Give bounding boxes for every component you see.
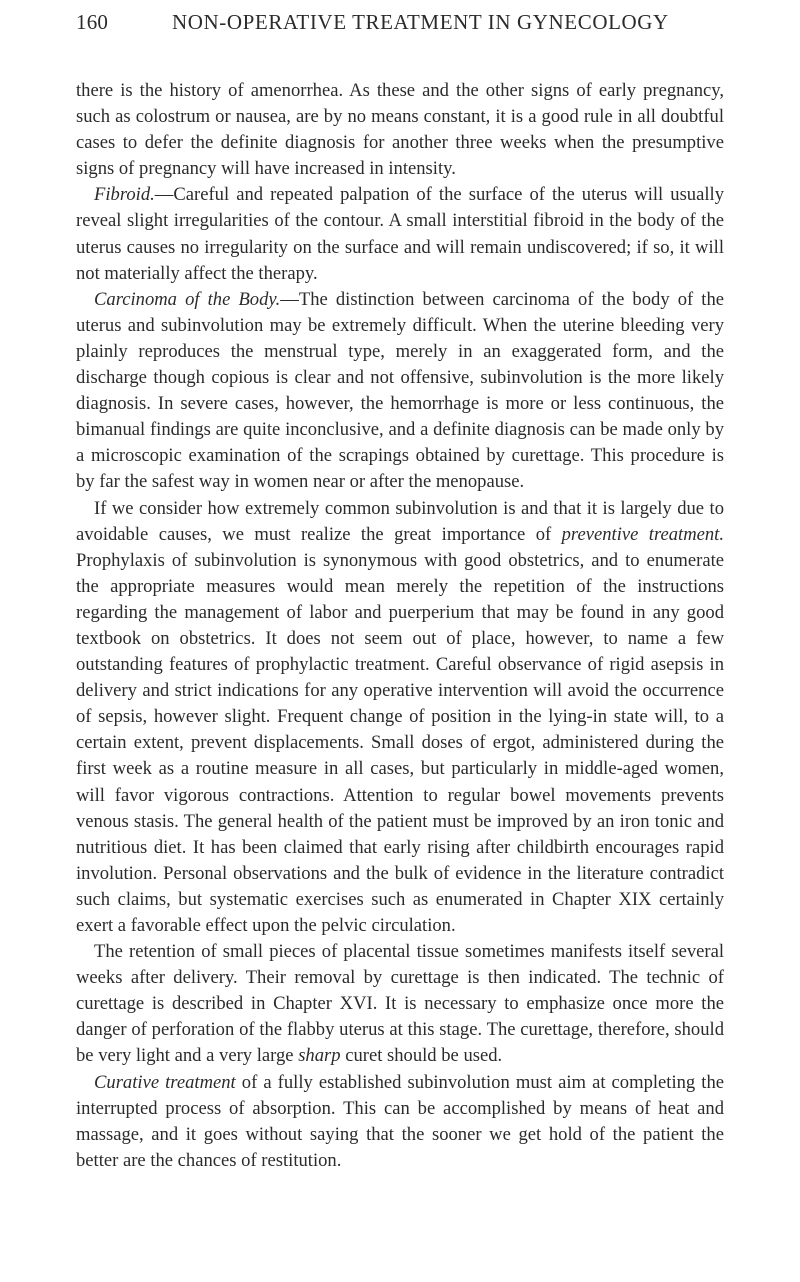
page-number: 160 — [76, 10, 109, 34]
paragraph-fibroid — [76, 182, 724, 286]
page-header — [76, 10, 726, 44]
section-heading-carcinoma: Carcinoma of the Body. — [94, 288, 281, 310]
paragraph-text: Prophylaxis of subinvolution is synonymous with good obstetrics, and to enumerate the appropriate measures would mean merely the repetition of the instructions regarding the management of labor and puerperium that may be found in any good textbook on obstetrics. It does not seem out of place, however, to name a few outstanding features of prophylactic treatment. Careful observance of rigid asepsis in delivery and strict indications for any operative intervention will avoid the occurrence of sepsis, however slight. Frequent change of position in the lying-in state will, to a certain extent, prevent displacements. Small doses of ergot, administered during the first week as a routine measure in all cases, but particularly in middle-aged women, will favor vigorous contractions. Attention to regular bowel movements prevents venous stasis. The general health of the patient must be improved by an iron tonic and nutritious diet. It has been claimed that early rising after childbirth encourages rapid involution. Personal observations and the bulk of evidence in the literature contradict such claims, but systematic exercises such as enumerated in Chapter XIX certainly exert a favorable effect upon the pelvic circulation. — [76, 549, 724, 936]
paragraph-text: —Careful and repeated palpation of the surface of the uterus will usually reveal slight irregularities of the contour. A small interstitial fibroid in the body of the uterus causes no irregularity on the surface and will remain undiscovered; if so, it will not materially affect the therapy. — [76, 184, 724, 284]
paragraph-text: —The distinction between carcinoma of the body of the uterus and subinvolution may be extremely difficult. When the uterine bleeding very plainly reproduces the menstrual type, merely in an exaggerated form, and the discharge though copious is clear and not offensive, subinvolution is the more likely diagnosis. In severe cases, however, the hemorrhage is more or less continuous, the bimanual findings are quite inconclusive, and a definite diagnosis can be made only by a microscopic examination of the scrapings obtained by curettage. This procedure is by far the safest way in women near or after the menopause. — [76, 288, 725, 493]
emphasis-preventive-treatment: preventive treatment. — [561, 523, 724, 545]
section-heading-fibroid: Fibroid. — [94, 184, 155, 206]
page-body — [76, 78, 724, 1174]
paragraph-text: curet should be used. — [340, 1045, 503, 1067]
section-heading-curative: Curative treatment — [94, 1071, 236, 1093]
paragraph-curative — [76, 1070, 724, 1174]
paragraph-retention — [76, 939, 724, 1069]
running-head: NON-OPERATIVE TREATMENT IN GYNECOLOGY — [172, 10, 669, 34]
paragraph-text: The retention of small pieces of placental tissue sometimes manifests itself several weeks after delivery. Their removal by curettage is then indicated. The technic of curettage is described in Chapter XVI. It is necessary to emphasize once more the danger of perforation of the flabby uterus at this stage. The curettage, therefore, should be very light and a very large — [76, 941, 724, 1067]
paragraph-text: of a fully established subinvolution must aim at completing the interrupted process of absorption. This can be accomplished by means of heat and massage, and it goes without saying that the sooner we get hold of the patient the better are the chances of restitution. — [76, 1071, 724, 1171]
paragraph-text: If we consider how extremely common subinvolution is and that it is largely due to avoidable causes, we must realize the great importance of — [76, 497, 724, 545]
paragraph-carcinoma — [76, 287, 724, 496]
emphasis-sharp: sharp — [298, 1045, 341, 1067]
paragraph-prophylaxis — [76, 496, 724, 940]
paragraph-amenorrhea — [76, 78, 724, 182]
paragraph-text: there is the history of amenorrhea. As these and the other signs of early pregnancy, such as colostrum or nausea, are by no means constant, it is a good rule in all doubtful cases to defer the definite diagnosis for another three weeks when the presumptive signs of pregnancy will have increased in intensity. — [76, 80, 724, 180]
